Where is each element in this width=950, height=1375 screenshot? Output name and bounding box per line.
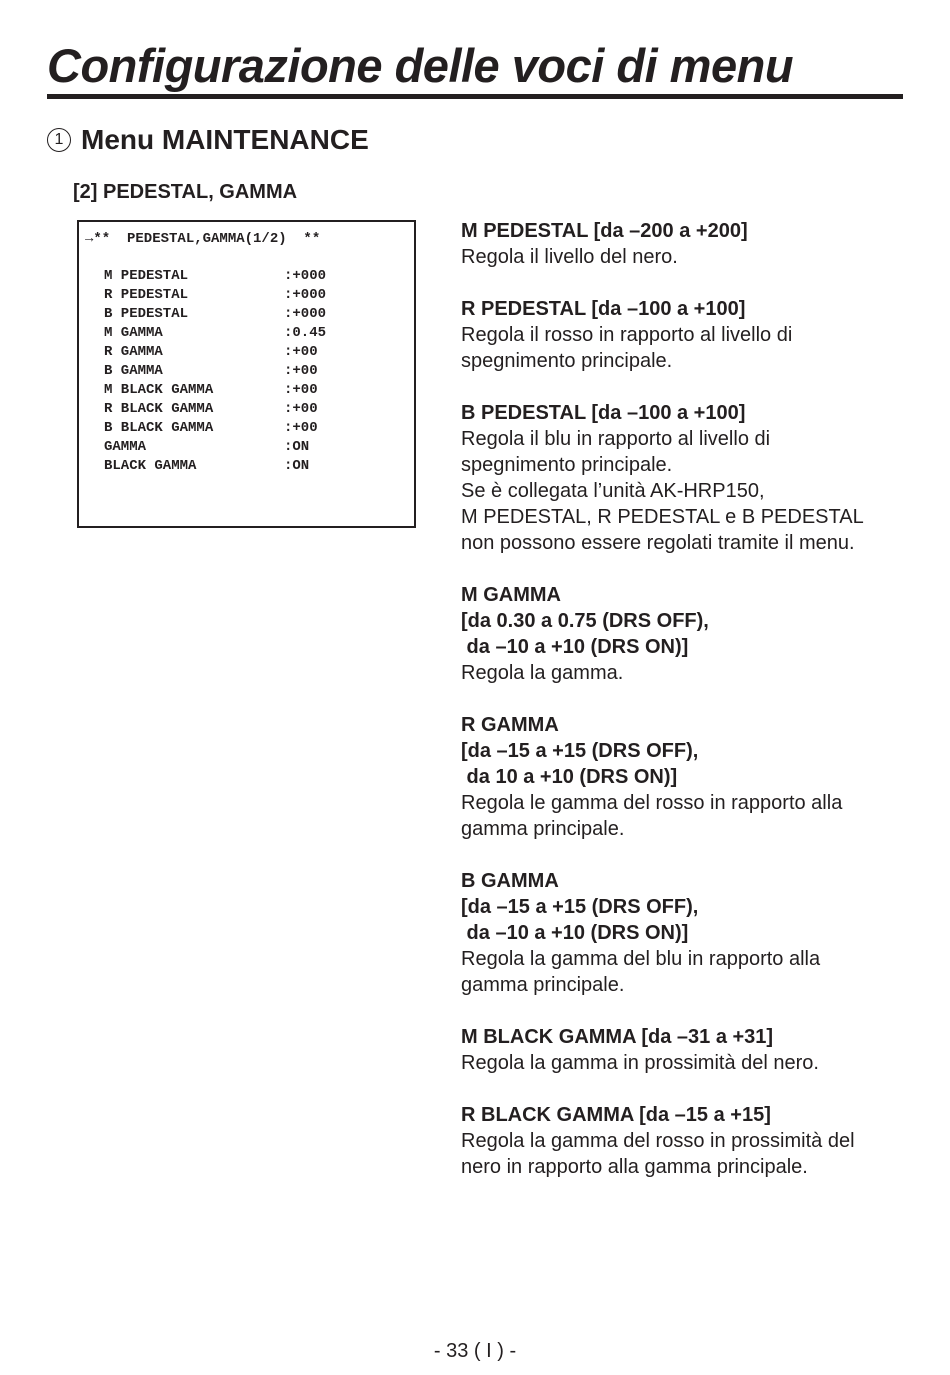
menu-row-value: :+000 xyxy=(284,268,327,284)
description-text: Regola la gamma. xyxy=(461,662,624,684)
description-block xyxy=(461,1024,911,1076)
page-number: - 33 ( I ) - xyxy=(433,1340,517,1362)
description-text: spegnimento principale. xyxy=(461,350,673,372)
menu-row-value: :+00 xyxy=(284,344,318,360)
description-heading: M BLACK GAMMA [da –31 a +31] xyxy=(461,1026,774,1048)
menu-row-label: B BLACK GAMMA xyxy=(104,420,214,436)
page-title: Configurazione delle voci di menu xyxy=(47,39,794,92)
menu-row-value: :+00 xyxy=(284,363,318,379)
menu-row-value: :+000 xyxy=(284,306,327,322)
menu-row xyxy=(104,457,326,476)
description-text: gamma principale. xyxy=(461,974,625,996)
section-header xyxy=(47,124,369,156)
menu-row-value: :+00 xyxy=(284,420,318,436)
description-heading: da 10 a +10 (DRS ON)] xyxy=(461,766,678,788)
description-block xyxy=(461,400,911,556)
menu-row-value: :ON xyxy=(284,439,310,455)
description-text: non possono essere regolati tramite il menu. xyxy=(461,532,855,554)
section-number-circle: 1 xyxy=(47,128,71,152)
section-title: Menu MAINTENANCE xyxy=(81,124,369,155)
description-heading: B GAMMA xyxy=(461,870,559,892)
menu-row xyxy=(104,400,326,419)
description-text: M PEDESTAL, R PEDESTAL e B PEDESTAL xyxy=(461,506,864,528)
menu-row xyxy=(104,305,326,324)
description-text: Se è collegata l’unità AK-HRP150, xyxy=(461,480,765,502)
description-text: Regola la gamma del rosso in prossimità del xyxy=(461,1130,855,1152)
menu-row xyxy=(104,381,326,400)
menu-screen-rows xyxy=(104,267,326,476)
description-text: Regola le gamma del rosso in rapporto alla xyxy=(461,792,843,814)
description-heading: M PEDESTAL [da –200 a +200] xyxy=(461,220,748,242)
description-text: gamma principale. xyxy=(461,818,625,840)
description-column xyxy=(461,218,911,1206)
description-block xyxy=(461,296,911,374)
menu-row-label: R GAMMA xyxy=(104,344,163,360)
subsection-title: [2] PEDESTAL, GAMMA xyxy=(73,181,298,203)
description-heading: [da 0.30 a 0.75 (DRS OFF), xyxy=(461,610,709,632)
description-text: Regola il rosso in rapporto al livello di xyxy=(461,324,793,346)
menu-screen xyxy=(77,220,416,528)
description-block xyxy=(461,868,911,998)
menu-row-label: R BLACK GAMMA xyxy=(104,401,214,417)
description-text: Regola la gamma in prossimità del nero. xyxy=(461,1052,819,1074)
description-heading: B PEDESTAL [da –100 a +100] xyxy=(461,402,746,424)
menu-row xyxy=(104,324,326,343)
description-heading: M GAMMA xyxy=(461,584,561,606)
menu-row xyxy=(104,438,326,457)
description-text: Regola la gamma del blu in rapporto alla xyxy=(461,948,821,970)
description-heading: R PEDESTAL [da –100 a +100] xyxy=(461,298,746,320)
description-block xyxy=(461,1102,911,1180)
menu-row-label: M PEDESTAL xyxy=(104,268,189,284)
description-text: Regola il blu in rapporto al livello di xyxy=(461,428,771,450)
description-heading: R BLACK GAMMA [da –15 a +15] xyxy=(461,1104,771,1126)
menu-row-value: :ON xyxy=(284,458,310,474)
title-rule xyxy=(47,94,903,99)
menu-row xyxy=(104,267,326,286)
description-text: spegnimento principale. xyxy=(461,454,673,476)
menu-row-label: M BLACK GAMMA xyxy=(104,382,214,398)
description-block xyxy=(461,582,911,686)
menu-row-label: B GAMMA xyxy=(104,363,163,379)
menu-screen-header: →** PEDESTAL,GAMMA(1/2) ** xyxy=(85,231,321,247)
menu-row-label: GAMMA xyxy=(104,439,147,455)
menu-row xyxy=(104,362,326,381)
menu-row-label: R PEDESTAL xyxy=(104,287,189,303)
description-block xyxy=(461,712,911,842)
description-heading: da –10 a +10 (DRS ON)] xyxy=(461,636,689,658)
menu-row xyxy=(104,343,326,362)
menu-row-label: M GAMMA xyxy=(104,325,163,341)
menu-row-value: :+000 xyxy=(284,287,327,303)
menu-row-value: :+00 xyxy=(284,401,318,417)
description-block xyxy=(461,218,911,270)
menu-row-value: :0.45 xyxy=(284,325,327,341)
description-heading: R GAMMA xyxy=(461,714,559,736)
menu-row-label: B PEDESTAL xyxy=(104,306,189,322)
menu-row xyxy=(104,286,326,305)
menu-row-value: :+00 xyxy=(284,382,318,398)
description-text: Regola il livello del nero. xyxy=(461,246,678,268)
description-heading: [da –15 a +15 (DRS OFF), xyxy=(461,740,699,762)
description-text: nero in rapporto alla gamma principale. xyxy=(461,1156,808,1178)
description-heading: da –10 a +10 (DRS ON)] xyxy=(461,922,689,944)
menu-row xyxy=(104,419,326,438)
description-heading: [da –15 a +15 (DRS OFF), xyxy=(461,896,699,918)
menu-row-label: BLACK GAMMA xyxy=(104,458,197,474)
